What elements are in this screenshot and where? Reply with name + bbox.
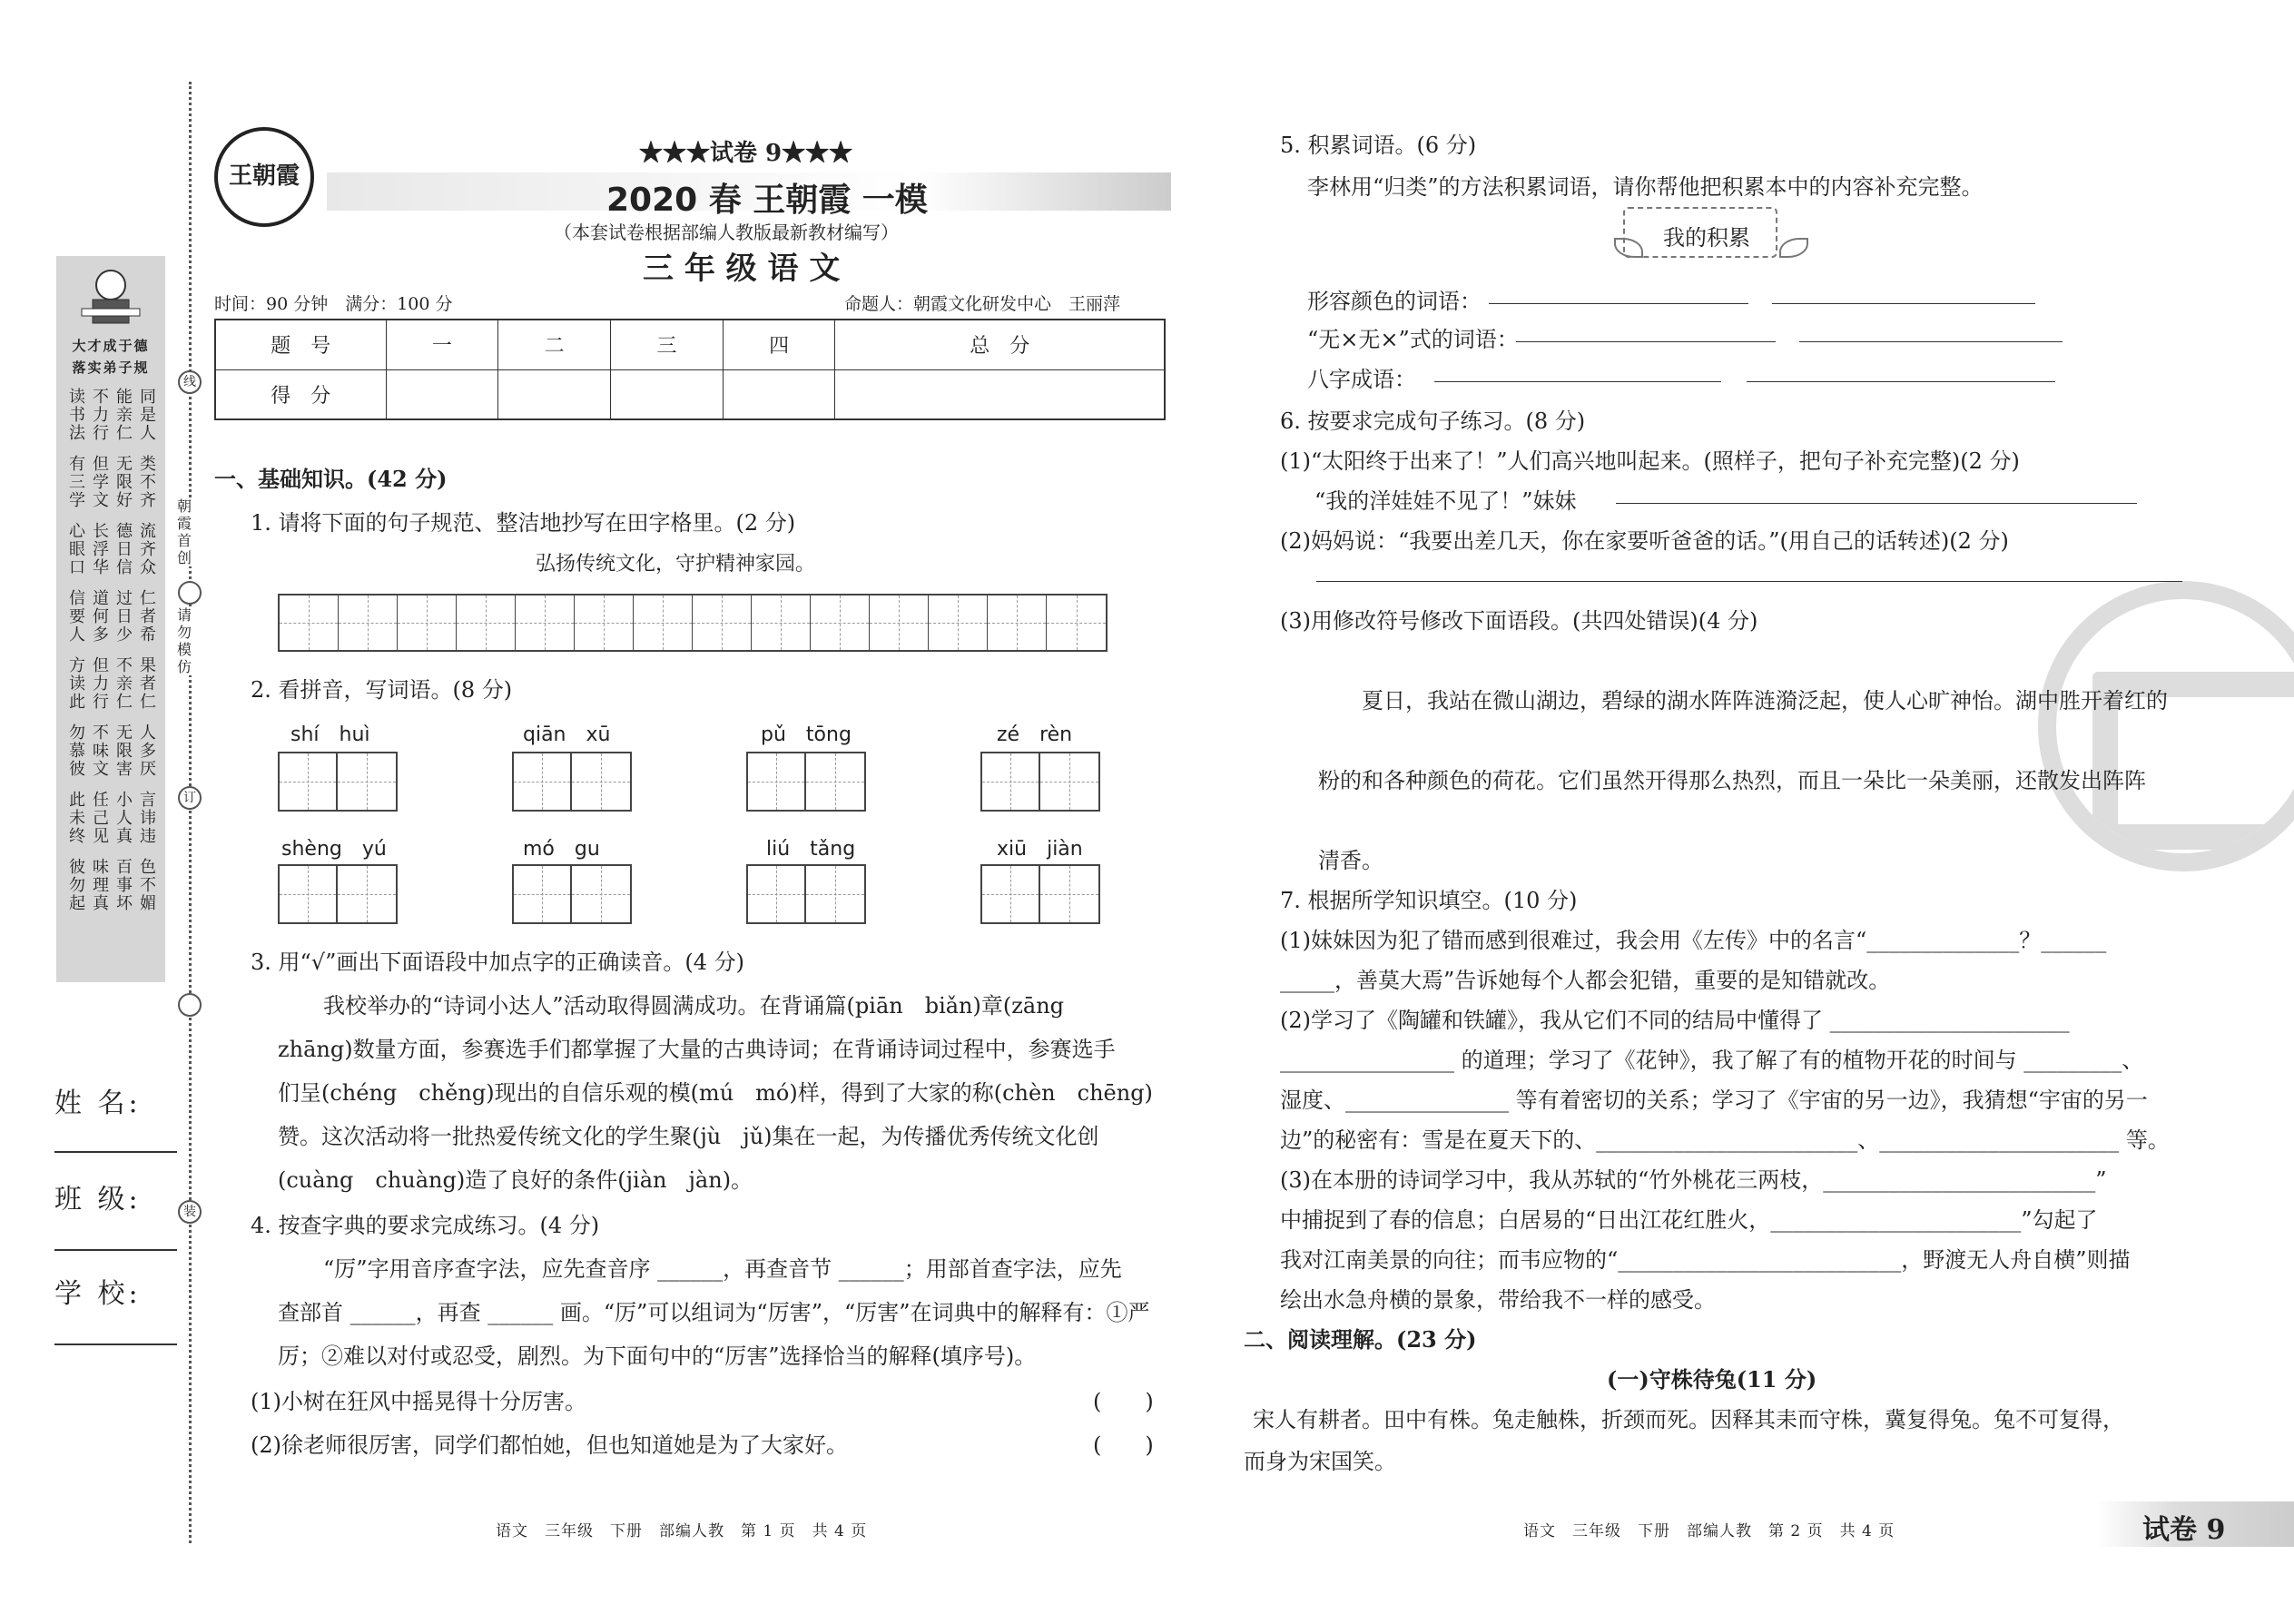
poem-group	[65, 456, 160, 510]
poem-char: 德	[116, 522, 133, 541]
poem-char: 人	[116, 809, 133, 828]
q1-prompt: 1. 请将下面的句子规范、整洁地抄写在田字格里。(2 分)	[251, 510, 796, 536]
q3-line: 们呈(chéng chěng)现出的自信乐观的模(mú mó)样，得到了大家的称(chèn chēng)	[278, 1080, 1153, 1106]
poem-char: 行	[93, 693, 109, 712]
subject-title: 三 年 级 语 文	[643, 251, 841, 287]
q3-prompt: 3. 用“√”画出下面语段中加点字的正确读音。(4 分)	[251, 950, 744, 975]
poem-char: 不	[140, 473, 156, 492]
reading-line: 宋人有耕者。田中有株。兔走触株，折颈而死。因释其耒而守株，冀复得兔。兔不可复得，	[1253, 1407, 2124, 1432]
poem-group	[65, 590, 160, 645]
poem-char: 浮	[93, 540, 109, 559]
poem-char: 多	[93, 625, 109, 645]
word-box-3[interactable]	[746, 752, 866, 812]
footer-page-1: 语文 三年级 下册 部编人教 第 1 页 共 4 页	[496, 1522, 868, 1540]
score-header-cell: 总 分	[835, 320, 1165, 369]
fold-mark-ding: 订	[178, 786, 202, 810]
score-header-cell: 一	[386, 320, 498, 369]
poem-char: 亲	[116, 406, 133, 425]
pinyin-4: zé rèn	[997, 723, 1073, 746]
reading-line: 而身为宋国笑。	[1244, 1449, 1396, 1474]
answer-line[interactable]	[1434, 381, 1721, 382]
poem-group	[65, 792, 160, 846]
poem-group	[65, 859, 160, 913]
poem-char: 真	[116, 827, 133, 846]
poem-char: 日	[116, 540, 133, 559]
poem-char: 人	[140, 424, 156, 443]
q4-line: 厉；②难以对付或忍受，剧烈。为下面句中的“厉害”选择恰当的解释(填序号)。	[278, 1343, 1037, 1369]
poem-char: 力	[93, 406, 109, 425]
q7-line: (1)妹妹因为犯了错而感到很难过，我会用《左传》中的名言“______________？______	[1280, 928, 2107, 953]
poem-char: 任	[93, 791, 109, 810]
tianzige-grid[interactable]	[278, 594, 1108, 652]
fold-mark-zhuang: 装	[178, 1200, 202, 1224]
poem-char: 行	[93, 424, 109, 443]
q2-prompt: 2. 看拼音，写词语。(8 分)	[251, 677, 513, 703]
tianzige-cell[interactable]	[339, 595, 398, 650]
fold-text-1: 朝霞首创	[171, 497, 198, 566]
poem-char: 不	[140, 876, 156, 895]
fold-line	[189, 82, 192, 1543]
tianzige-cell[interactable]	[634, 595, 693, 650]
score-cell[interactable]	[498, 369, 611, 419]
poem-char: 能	[116, 388, 133, 407]
score-header-cell: 四	[723, 320, 835, 369]
answer-paren-1[interactable]: ( )	[1093, 1389, 1154, 1414]
q6-1-example: “我的洋娃娃不见了！”妹妹	[1314, 488, 1577, 514]
paper-number: ★★★试卷 9★★★	[639, 140, 853, 167]
name-line[interactable]	[54, 1151, 177, 1153]
poem-char: 学	[93, 473, 109, 492]
motto-1: 大才成于德	[72, 338, 150, 354]
poem-char: 力	[93, 674, 109, 694]
poem-char: 理	[93, 876, 109, 895]
fold-circle-2	[178, 993, 202, 1017]
poem-char: 言	[140, 791, 156, 810]
q1-sentence: 弘扬传统文化，守护精神家园。	[536, 553, 816, 576]
poem-char: 众	[140, 558, 156, 577]
footer-page-2: 语文 三年级 下册 部编人教 第 2 页 共 4 页	[1523, 1522, 1895, 1540]
tianzige-cell[interactable]	[457, 595, 516, 650]
pinyin-2: qiān xū	[523, 723, 611, 746]
poem-char: 百	[116, 858, 133, 877]
poem-char: 味	[93, 858, 109, 877]
q6-3-passage-line: 夏日，我站在微山湖边，碧绿的湖水阵阵涟漪泛起，使人心旷神怡。湖中胜开着红的	[1362, 688, 2168, 714]
poem-char: 限	[116, 742, 133, 761]
logo-text: 王朝霞	[228, 162, 300, 190]
score-table	[214, 319, 1166, 420]
score-row-label: 得 分	[215, 369, 386, 419]
side-poem	[65, 389, 160, 926]
poem-char: 见	[93, 827, 109, 846]
word-box-8[interactable]	[980, 864, 1100, 924]
poem-char: 眼	[69, 540, 85, 559]
score-cell[interactable]	[610, 369, 723, 419]
q7-line: 中捕捉到了春的信息；白居易的“日出江花红胜火，_______________________”勾起了	[1280, 1207, 2098, 1233]
poem-char: 齐	[140, 540, 156, 559]
poem-char: 书	[69, 406, 85, 425]
q6-3-prompt: (3)用修改符号修改下面语段。(共四处错误)(4 分)	[1280, 608, 1758, 634]
corner-label: 试卷 9	[2142, 1514, 2226, 1546]
score-cell[interactable]	[835, 369, 1165, 419]
poem-char: 道	[93, 589, 109, 608]
q6-3-passage-line: 清香。	[1318, 848, 1383, 873]
q4-sentence-2: (2)徐老师很厉害，同学们都怕她，但也知道她是为了大家好。	[251, 1432, 848, 1458]
exam-subtitle: （本套试卷根据部编人教版最新教材编写）	[554, 221, 899, 243]
q7-line: (3)在本册的诗词学习中，我从苏轼的“竹外桃花三两枝，_________________________”	[1280, 1167, 2107, 1193]
q5-intro: 李林用“归类”的方法积累词语，请你帮他把积累本中的内容补充完整。	[1307, 174, 1984, 200]
pinyin-1: shí huì	[290, 723, 370, 746]
q3-line: zhāng)数量方面，参赛选手们都掌握了大量的古典诗词；在背诵诗词过程中，参赛选手	[278, 1037, 1116, 1062]
q3-line: (cuàng chuàng)造了良好的条件(jiàn jàn)。	[278, 1167, 753, 1193]
q4-sentence-1: (1)小树在狂风中摇晃得十分厉害。	[251, 1389, 586, 1414]
logo-icon	[214, 127, 314, 227]
poem-char: 齐	[140, 491, 156, 510]
score-header-cell: 题 号	[215, 320, 386, 369]
fold-text-2: 请勿模仿	[171, 606, 198, 675]
q4-line: 查部首 ______，再查 ______ 画。“厉”可以组词为“厉害”，“厉害”在词典中的解释有：①严	[278, 1300, 1150, 1325]
word-box-7[interactable]	[746, 864, 866, 924]
poem-char: 彼	[69, 760, 85, 779]
poem-char: 仁	[116, 693, 133, 712]
time-info: 时间：90 分钟 满分：100 分	[214, 294, 453, 314]
poem-char: 己	[93, 809, 109, 828]
poem-char: 不	[93, 388, 109, 407]
class-label: 班 级:	[54, 1184, 142, 1216]
accumulation-title: 我的积累	[1663, 225, 1750, 251]
q5-prompt: 5. 积累词语。(6 分)	[1280, 133, 1477, 158]
pinyin-6: mó gu	[523, 838, 600, 861]
poem-char: 终	[69, 827, 85, 846]
poem-char: 勿	[69, 723, 85, 743]
word-box-6[interactable]	[512, 864, 632, 924]
q5-row-label: 八字成语：	[1307, 367, 1416, 392]
pinyin-8: xiū jiàn	[997, 838, 1083, 861]
q3-line: 赞。这次活动将一批热爱传统文化的学生聚(jù jǔ)集在一起，为传播优秀传统文化创	[278, 1124, 1099, 1149]
fold-mark-line: 线	[178, 370, 202, 394]
poem-char: 长	[93, 522, 109, 541]
reading-title: (一)守株待兔(11 分)	[1607, 1366, 1817, 1393]
pinyin-7: liú tǎng	[766, 838, 856, 861]
q7-line: 我对江南美景的向往；而韦应物的“__________________________，野渡无人舟自横”则描	[1280, 1247, 2131, 1273]
poem-char: 何	[93, 607, 109, 626]
tianzige-cell[interactable]	[516, 595, 575, 650]
poem-char: 此	[69, 693, 85, 712]
name-label: 姓 名:	[54, 1088, 142, 1119]
mascot-icon	[76, 263, 145, 327]
q7-prompt: 7. 根据所学知识填空。(10 分)	[1280, 888, 1578, 913]
poem-char: 起	[69, 894, 85, 913]
poem-char: 方	[69, 656, 85, 675]
answer-line[interactable]	[1799, 341, 2063, 342]
poem-char: 人	[140, 723, 156, 743]
q4-prompt: 4. 按查字典的要求完成练习。(4 分)	[251, 1213, 600, 1238]
poem-char: 华	[93, 558, 109, 577]
poem-char: 违	[140, 827, 156, 846]
poem-char: 味	[93, 742, 109, 761]
answer-line[interactable]	[1516, 341, 1776, 342]
score-header-cell: 二	[498, 320, 611, 369]
tianzige-cell[interactable]	[811, 595, 870, 650]
tianzige-cell[interactable]	[398, 595, 457, 650]
q6-3-passage-line: 粉的和各种颜色的荷花。它们虽然开得那么热烈，而且一朵比一朵美丽，还散发出阵阵	[1318, 768, 2146, 793]
score-table-header-row	[215, 320, 1165, 369]
poem-char: 流	[140, 522, 156, 541]
section-1-title: 一、基础知识。(42 分)	[214, 466, 448, 492]
author-info: 命题人：朝霞文化研发中心 王丽萍	[844, 294, 1121, 314]
q6-prompt: 6. 按要求完成句子练习。(8 分)	[1280, 408, 1586, 434]
watermark-seal	[2038, 581, 2294, 871]
answer-line[interactable]	[1747, 381, 2055, 382]
poem-group	[65, 523, 160, 577]
answer-line[interactable]	[1316, 581, 2182, 582]
poem-char: 读	[69, 674, 85, 694]
poem-char: 仁	[116, 424, 133, 443]
poem-char: 不	[93, 723, 109, 743]
section-2-title: 二、阅读理解。(23 分)	[1244, 1326, 1477, 1353]
poem-char: 信	[116, 558, 133, 577]
word-box-1[interactable]	[278, 752, 398, 812]
poem-char: 不	[116, 656, 133, 675]
poem-char: 慕	[69, 742, 85, 761]
tianzige-cell[interactable]	[575, 595, 634, 650]
class-line[interactable]	[54, 1249, 177, 1251]
poem-char: 小	[116, 791, 133, 810]
q5-row-label: “无×无×”式的词语：	[1307, 327, 1519, 352]
poem-char: 事	[116, 876, 133, 895]
school-label: 学 校:	[54, 1278, 142, 1310]
q6-1-prompt: (1)“太阳终于出来了！”人们高兴地叫起来。(照样子，把句子补充完整)(2 分)	[1280, 448, 2020, 474]
poem-char: 类	[140, 455, 156, 474]
fold-circle-1	[178, 581, 202, 605]
poem-char: 多	[140, 742, 156, 761]
q4-line: “厉”字用音序查字法，应先查音序 ______，再查音节 ______；用部首查字法，应先	[323, 1256, 1122, 1282]
poem-char: 学	[69, 491, 85, 510]
pinyin-3: pǔ tōng	[761, 723, 852, 746]
poem-char: 读	[69, 388, 85, 407]
poem-char: 有	[69, 455, 85, 474]
answer-line[interactable]	[1772, 303, 2035, 304]
poem-char: 媚	[140, 894, 156, 913]
score-cell[interactable]	[723, 369, 835, 419]
poem-group	[65, 389, 160, 443]
poem-char: 人	[69, 625, 85, 645]
poem-char: 但	[93, 455, 109, 474]
answer-line[interactable]	[1616, 503, 2137, 504]
tianzige-cell[interactable]	[988, 595, 1047, 650]
q7-line: 绘出水急舟横的景象，带给我不一样的感受。	[1280, 1287, 1716, 1313]
poem-char: 三	[69, 473, 85, 492]
poem-char: 此	[69, 791, 85, 810]
poem-char: 少	[116, 625, 133, 645]
poem-char: 同	[140, 388, 156, 407]
poem-char: 文	[93, 491, 109, 510]
answer-paren-2[interactable]: ( )	[1093, 1432, 1154, 1458]
poem-char: 色	[140, 858, 156, 877]
q6-2-prompt: (2)妈妈说：“我要出差几天，你在家要听爸爸的话。”(用自己的话转述)(2 分)	[1280, 528, 2009, 554]
poem-char: 害	[116, 760, 133, 779]
poem-char: 仁	[140, 589, 156, 608]
poem-char: 讳	[140, 809, 156, 828]
poem-char: 勿	[69, 876, 85, 895]
score-table-score-row	[215, 369, 1165, 419]
poem-char: 真	[93, 894, 109, 913]
score-header-cell: 三	[610, 320, 723, 369]
word-box-5[interactable]	[278, 864, 398, 924]
poem-char: 希	[140, 625, 156, 645]
motto-2: 落实弟子规	[72, 359, 150, 376]
q7-line: ________________ 的道理；学习了《花钟》，我了解了有的植物开花的时间与 _________、	[1280, 1048, 2144, 1073]
tianzige-cell[interactable]	[870, 595, 929, 650]
q3-line: 我校举办的“诗词小达人”活动取得圆满成功。在背诵篇(piān biǎn)章(zāng	[323, 993, 1065, 1019]
tianzige-cell[interactable]	[1047, 595, 1106, 650]
leaf-icon	[1779, 238, 1808, 258]
poem-char: 是	[140, 406, 156, 425]
q5-row-label: 形容颜色的词语：	[1307, 289, 1482, 314]
poem-char: 者	[140, 607, 156, 626]
q7-line: (2)学习了《陶罐和铁罐》，我从它们不同的结局中懂得了 ______________________	[1280, 1008, 2070, 1033]
poem-group	[65, 657, 160, 712]
q7-line: 湿度、_______________ 等有着密切的关系；学习了《宇宙的另一边》，我猜想“宇宙的另一	[1280, 1088, 2148, 1113]
poem-char: 亲	[116, 674, 133, 694]
poem-char: 法	[69, 424, 85, 443]
exam-title: 2020 春 王朝霞 一模	[606, 182, 928, 219]
pinyin-5: shèng yú	[281, 838, 387, 861]
poem-char: 口	[69, 558, 85, 577]
poem-char: 果	[140, 656, 156, 675]
poem-char: 文	[93, 760, 109, 779]
tianzige-cell[interactable]	[693, 595, 752, 650]
q7-line: _____，善莫大焉”告诉她每个人都会犯错，重要的是知错就改。	[1280, 968, 1891, 993]
poem-char: 但	[93, 656, 109, 675]
q7-line: 边”的秘密有：雪是在夏天下的、________________________、______________________ 等。	[1280, 1127, 2170, 1153]
answer-line[interactable]	[1489, 303, 1748, 304]
poem-char: 者	[140, 674, 156, 694]
tianzige-cell[interactable]	[280, 595, 339, 650]
poem-char: 要	[69, 607, 85, 626]
poem-group	[65, 724, 160, 779]
word-box-4[interactable]	[980, 752, 1100, 812]
poem-char: 好	[116, 491, 133, 510]
poem-char: 过	[116, 589, 133, 608]
poem-char: 日	[116, 607, 133, 626]
word-box-2[interactable]	[512, 752, 632, 812]
poem-char: 未	[69, 809, 85, 828]
poem-char: 信	[69, 589, 85, 608]
poem-char: 无	[116, 723, 133, 743]
tianzige-cell[interactable]	[929, 595, 988, 650]
poem-char: 限	[116, 473, 133, 492]
poem-char: 无	[116, 455, 133, 474]
poem-char: 彼	[69, 858, 85, 877]
poem-char: 心	[69, 522, 85, 541]
poem-char: 厌	[140, 760, 156, 779]
school-line[interactable]	[54, 1343, 177, 1345]
tianzige-cell[interactable]	[752, 595, 811, 650]
score-cell[interactable]	[386, 369, 498, 419]
poem-char: 坏	[116, 894, 133, 913]
poem-char: 仁	[140, 693, 156, 712]
